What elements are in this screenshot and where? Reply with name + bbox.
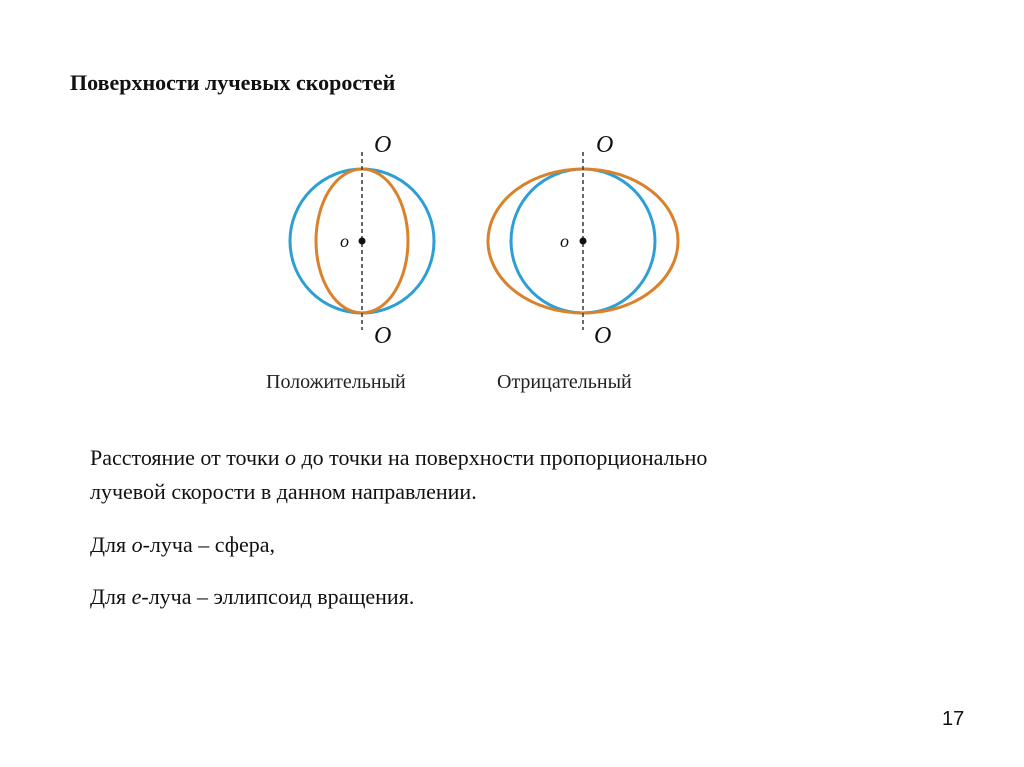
negative-caption: Отрицательный <box>497 371 632 393</box>
negative-center-dot <box>580 238 587 245</box>
positive-center-label: o <box>340 231 349 251</box>
positive-caption: Положительный <box>266 371 406 393</box>
page-number: 17 <box>942 708 965 730</box>
positive-axis-bottom-label: O <box>374 323 392 349</box>
positive-crystal-figure <box>266 132 434 393</box>
positive-axis-top-label: O <box>374 132 392 158</box>
negative-center-label: o <box>560 231 569 251</box>
negative-axis-top-label: O <box>596 132 614 158</box>
explanation-line-2: лучевой скорости в данном направлении. <box>90 479 477 504</box>
slide-title: Поверхности лучевых скоростей <box>70 70 396 95</box>
explanation-line-1: Расстояние от точки o до точки на поверхности пропорционально <box>90 445 708 470</box>
o-ray-statement: Для o-луча – сфера, <box>90 532 276 557</box>
positive-center-dot <box>359 238 366 245</box>
negative-axis-bottom-label: O <box>594 323 612 349</box>
negative-crystal-figure <box>488 132 678 393</box>
e-ray-statement: Для e-луча – эллипсоид вращения. <box>90 584 415 609</box>
